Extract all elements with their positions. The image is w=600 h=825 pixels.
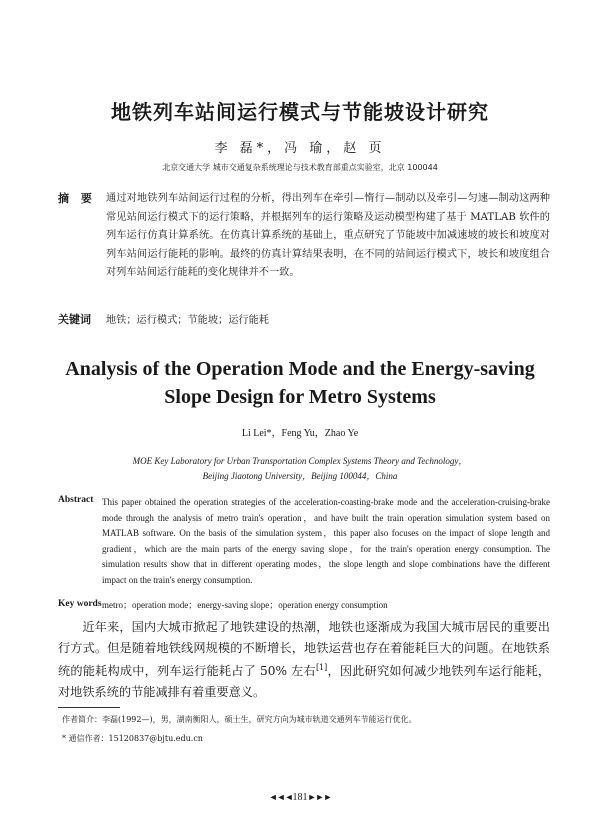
ornament-left-icon: ◄◄◄ [268, 792, 293, 802]
english-keywords-text: metro；operation mode；energy-saving slope；operation energy consumption [102, 600, 388, 610]
english-abstract-label: Abstract [58, 495, 94, 505]
chinese-keywords [58, 311, 550, 327]
footnote-author-intro: 作者简介：李磊(1992—)，男，湖南衡阳人，硕士生，研究方向为城市轨道交通列车节能运行优化。 [62, 715, 417, 724]
introduction-paragraph [58, 617, 550, 702]
chinese-authors: 李 磊*，冯 瑜，赵 页 [214, 141, 386, 156]
ornament-right-icon: ►►► [307, 792, 332, 802]
chinese-title: 地铁列车站间运行模式与节能坡设计研究 [111, 100, 489, 124]
english-keywords [58, 598, 550, 609]
intro-text-b: ，因此研究如何减少地铁列车运行能耗，对地铁系统的节能减排有着重要意义。 [58, 664, 551, 699]
chinese-abstract [58, 190, 550, 283]
english-abstract-text: This paper obtained the operation strategies of the acceleration-coasting-brake mode and the acceleration-cruising-brake mode through the analysis of metro train's operation，and have built the train operation simulation system based on MATLAB software. On the basis of the simulation system，this paper also focuses on the impact of slope length and gradient，which are the main parts of the energy saving slope，for the train's operation energy consumption. The simulation results show that in different operating modes，the slope length and slope combinations have the different impact on the train's energy consumption. [102, 497, 550, 585]
footnote-corresponding: * 通信作者：15120837@bjtu.edu.cn [62, 734, 203, 743]
page-number-text: 181 [292, 792, 308, 803]
intro-text-a: 近年来，国内大城市掀起了地铁建设的热潮，地铁也逐渐成为我国大城市居民的重要出行方式。但是随着地铁线网规模的不断增长，地铁运营也存在着能耗巨大的问题。在地铁系统的能耗构成中，列车运行能耗占了 50% 左右 [58, 620, 550, 679]
chinese-abstract-text: 通过对地铁列车站间运行过程的分析，得出列车在牵引—惰行—制动以及牵引—匀速—制动这两种常见站间运行模式下的运行策略，并根据列车的运行策略及运动模型构建了基于 MATLAB 软件的列车运行仿真计算系统。在仿真计算系统的基础上，重点研究了节能坡中加减速坡的坡长和坡度对列车站间运行能耗的影响。最终的仿真计算结果表明，在不同的站间运行模式下，坡长和坡度组合对列车站间运行能耗的变化规律并不一致。 [106, 193, 550, 279]
chinese-affiliation: 北京交通大学 城市交通复杂系统理论与技术教育部重点实验室，北京 100044 [162, 163, 438, 172]
chinese-keywords-text: 地铁；运行模式；节能坡；运行能耗 [106, 315, 269, 326]
footnote-divider [58, 707, 120, 708]
english-keywords-label: Key words [58, 599, 102, 609]
english-abstract [58, 495, 550, 589]
english-title: Analysis of the Operation Mode and the Energy-saving Slope Design for Metro Systems [65, 358, 535, 408]
english-authors: Li Lei*，Feng Yu，Zhao Ye [241, 428, 359, 439]
chinese-keywords-label: 关键词 [58, 313, 91, 326]
english-affiliation-line: MOE Key Laboratory for Urban Transportation Complex Systems Theory and Technology， [132, 456, 468, 466]
citation-ref: [1] [315, 663, 328, 672]
chinese-abstract-label: 摘 要 [58, 192, 96, 205]
english-affiliation-line: Beijing Jiaotong University，Beijing 100044，China [202, 471, 398, 481]
english-affiliation [0, 454, 600, 484]
page-number [0, 792, 600, 803]
